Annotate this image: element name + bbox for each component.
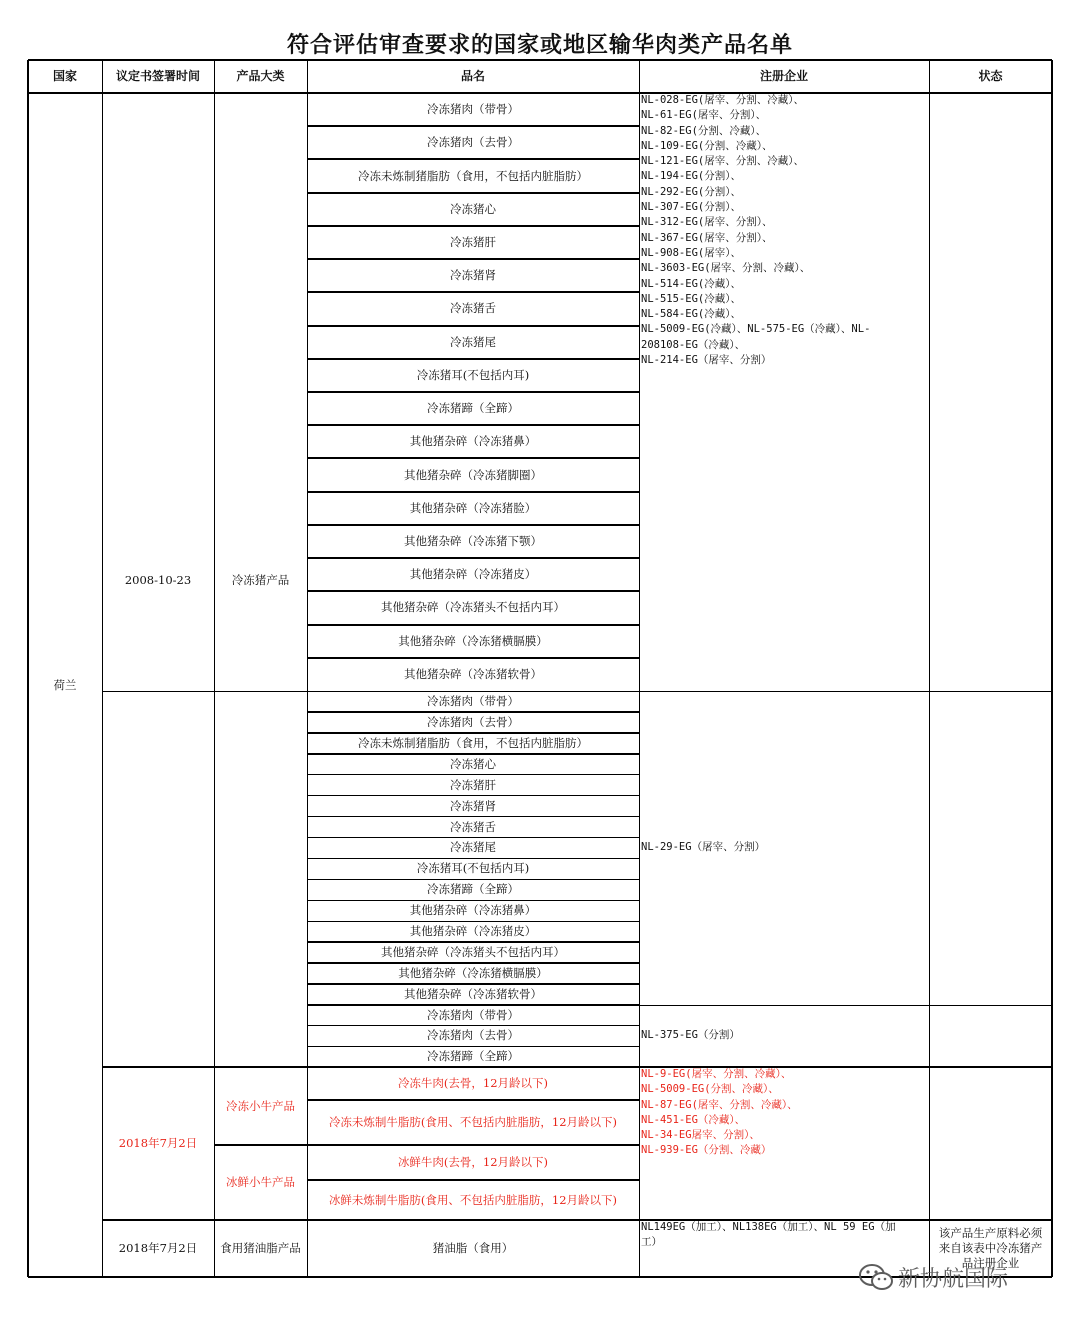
product-cell: 冷冻猪耳(不包括内耳)	[416, 861, 530, 876]
category-cell: 冰鲜小牛产品	[226, 1175, 295, 1189]
enterprise-cell-line: NL-514-EG(冷藏）、	[641, 277, 741, 290]
row-border	[307, 816, 639, 818]
header-status: 状态	[978, 69, 1003, 83]
product-cell: 冷冻猪肉（去骨）	[427, 1028, 519, 1043]
header-country: 国家	[52, 69, 77, 83]
row-border	[28, 59, 1052, 61]
product-cell: 其他猪杂碎（冷冻猪头不包括内耳）	[381, 600, 565, 615]
row-border	[307, 291, 639, 293]
product-cell: 冰鲜未炼制牛脂肪(食用、不包括内脏脂肪，12月龄以下)	[328, 1192, 618, 1207]
product-cell: 冷冻猪肾	[450, 268, 496, 283]
enterprise-cell-line: NL-312-EG(屠宰、分割）、	[641, 216, 773, 229]
product-cell: 冷冻猪心	[450, 201, 496, 216]
header-date: 议定书签署时间	[115, 69, 200, 83]
product-cell: 冷冻猪舌	[450, 819, 496, 834]
product-cell: 猪油脂（食用）	[432, 1241, 514, 1255]
enterprise-cell-line: NL-194-EG(分割）、	[641, 170, 741, 183]
column-border	[929, 60, 930, 1277]
enterprise-cell-line: 208108-EG（冷藏）、	[641, 338, 746, 351]
enterprise-cell-line: NL-9-EG(屠宰、分割、冷藏）、	[641, 1068, 792, 1080]
enterprise-cell-line: NL-5009-EG(分割、冷藏）、	[641, 1083, 779, 1096]
enterprise-cell-line: NL-121-EG(屠宰、分割、冷藏）、	[641, 155, 804, 168]
row-border	[307, 962, 639, 964]
column-border	[214, 60, 215, 1277]
column-border	[1051, 60, 1053, 1277]
row-border	[307, 225, 639, 227]
row-border	[307, 983, 639, 985]
row-border	[307, 774, 639, 776]
product-cell: 其他猪杂碎（冷冻猪鼻）	[409, 434, 537, 449]
column-border	[102, 60, 103, 1277]
page-title: 符合评估审查要求的国家或地区输华肉类产品名单	[286, 33, 793, 58]
row-border	[102, 1219, 1052, 1221]
product-cell: 冷冻猪肝	[450, 234, 496, 249]
enterprise-cell-line: 工）	[641, 1236, 662, 1249]
date-cell: 2008-10-23	[124, 572, 192, 587]
product-cell: 冷冻猪耳(不包括内耳)	[416, 367, 530, 382]
status-cell-line: 该产品生产原料必须	[938, 1226, 1043, 1240]
row-border	[307, 158, 639, 160]
product-cell: 冰鲜牛肉(去骨，12月龄以下)	[397, 1155, 549, 1169]
row-border	[639, 1005, 1052, 1006]
row-border	[307, 424, 639, 426]
product-cell: 冷冻牛肉(去骨，12月龄以下)	[397, 1076, 549, 1090]
product-cell: 其他猪杂碎（冷冻猪横膈膜）	[398, 966, 548, 981]
row-border	[214, 1144, 639, 1146]
row-border	[307, 753, 639, 755]
product-cell: 冷冻猪尾	[450, 840, 496, 855]
product-cell: 冷冻猪心	[450, 756, 496, 771]
row-border	[307, 858, 639, 860]
row-border	[307, 358, 639, 360]
status-cell-line: 品注册企业	[961, 1256, 1020, 1270]
row-border	[307, 125, 639, 127]
product-cell: 其他猪杂碎（冷冻猪横膈膜）	[398, 633, 548, 648]
enterprise-cell-line: NL-451-EG（冷藏）、	[641, 1113, 746, 1126]
enterprise-cell-line: NL-515-EG(冷藏）、	[641, 292, 741, 305]
enterprise-cell-line: NL-307-EG(分割）、	[641, 201, 741, 214]
row-border	[307, 1004, 639, 1006]
enterprise-cell	[639, 1067, 929, 1220]
enterprise-cell-line: NL-908-EG(屠宰）、	[641, 246, 741, 259]
enterprise-cell-line: NL-028-EG(屠宰、分割、冷藏）、	[641, 94, 804, 106]
product-cell: 其他猪杂碎（冷冻猪皮）	[409, 567, 537, 582]
row-border	[307, 524, 639, 526]
column-border	[639, 60, 640, 1277]
product-cell: 其他猪杂碎（冷冻猪皮）	[409, 924, 537, 939]
enterprise-cell: NL-375-EG（分割）	[641, 1029, 740, 1042]
enterprise-cell-line: NL-5009-EG(冷藏）、NL-575-EG（冷藏）、NL-	[641, 323, 871, 336]
row-border	[307, 1025, 639, 1027]
row-border	[307, 921, 639, 923]
product-cell: 冷冻猪肉（去骨）	[427, 714, 519, 729]
product-cell: 冷冻猪蹄（全蹄）	[427, 882, 519, 897]
product-cell: 其他猪杂碎（冷冻猪下颚）	[404, 533, 542, 548]
product-cell: 冷冻未炼制猪脂肪（食用，不包括内脏脂肪）	[358, 735, 588, 750]
row-border	[307, 657, 639, 659]
row-border	[307, 590, 639, 592]
enterprise-cell-line: NL-109-EG(分割、冷藏）、	[641, 139, 773, 152]
status-cell	[929, 1067, 1052, 1220]
row-border	[307, 258, 639, 260]
country-cell: 荷兰	[53, 677, 77, 692]
enterprise-cell-line: NL-87-EG(屠宰、分割、冷藏）、	[641, 1098, 798, 1111]
product-cell: 冷冻猪肉（去骨）	[427, 135, 519, 150]
watermark	[858, 1262, 1008, 1293]
product-cell: 冷冻猪肉（带骨）	[427, 102, 519, 117]
row-border	[307, 795, 639, 797]
row-border	[307, 391, 639, 393]
row-border	[307, 624, 639, 626]
product-cell: 冷冻猪肝	[450, 777, 496, 792]
row-border	[307, 732, 639, 734]
enterprise-cell-line: NL-367-EG(屠宰、分割）、	[641, 231, 773, 244]
status-cell	[929, 1005, 1052, 1067]
product-cell: 其他猪杂碎（冷冻猪头不包括内耳）	[381, 945, 565, 960]
row-border	[307, 1099, 639, 1101]
enterprise-cell-line: NL-584-EG(冷藏）、	[641, 308, 741, 321]
product-cell: 冷冻猪舌	[450, 301, 496, 316]
product-cell: 冷冻猪蹄（全蹄）	[427, 401, 519, 416]
product-cell: 冷冻猪肾	[450, 798, 496, 813]
row-border	[307, 900, 639, 902]
row-border	[307, 941, 639, 943]
enterprise-cell-line: NL-214-EG（屠宰、分割）	[641, 354, 772, 367]
column-border	[307, 60, 308, 1277]
status-cell-line: 来自该表中冷冻猪产	[938, 1241, 1043, 1255]
category-cell: 冷冻猪产品	[231, 572, 290, 587]
row-border	[102, 691, 1052, 692]
watermark-text: 新协航国际	[898, 1267, 1009, 1292]
enterprise-cell	[639, 93, 929, 691]
row-border	[307, 325, 639, 327]
category-cell: 冷冻小牛产品	[226, 1098, 295, 1113]
enterprise-cell-line: NL-3603-EG(屠宰、分割、冷藏）、	[641, 262, 811, 275]
status-cell	[929, 93, 1052, 691]
product-cell: 冷冻猪肉（带骨）	[427, 1007, 519, 1022]
row-border	[102, 1066, 1052, 1068]
status-cell	[929, 691, 1052, 1005]
row-border	[307, 557, 639, 559]
product-cell: 冷冻未炼制牛脂肪(食用、不包括内脏脂肪，12月龄以下)	[328, 1115, 618, 1129]
row-border	[307, 457, 639, 459]
enterprise-cell: NL-29-EG（屠宰、分割）	[641, 841, 766, 854]
product-cell: 其他猪杂碎（冷冻猪鼻）	[409, 903, 537, 918]
product-cell: 冷冻未炼制猪脂肪（食用，不包括内脏脂肪）	[358, 168, 588, 183]
product-cell: 其他猪杂碎（冷冻猪脚圈）	[404, 467, 542, 482]
product-cell: 冷冻猪肉（带骨）	[427, 693, 519, 708]
header-category: 产品大类	[236, 69, 285, 83]
row-border	[307, 192, 639, 194]
product-cell: 其他猪杂碎（冷冻猪软骨）	[404, 666, 542, 681]
enterprise-cell-line: NL-292-EG(分割）、	[641, 185, 741, 198]
enterprise-cell-line: NL-61-EG(屠宰、分割）、	[641, 109, 767, 122]
product-cell: 其他猪杂碎（冷冻猪脸）	[409, 500, 537, 515]
column-border	[27, 60, 29, 1277]
product-cell: 冷冻猪尾	[450, 334, 496, 349]
row-border	[307, 1046, 639, 1048]
row-border	[307, 711, 639, 713]
row-border	[307, 879, 639, 881]
wechat-icon	[858, 1263, 894, 1293]
header-product: 品名	[460, 69, 485, 83]
enterprise-cell-line: NL-34-EG屠宰、分割）、	[641, 1129, 760, 1142]
category-cell: 食用猪油脂产品	[220, 1241, 301, 1255]
date-cell: 2018年7月2日	[118, 1241, 198, 1255]
row-border	[28, 92, 1052, 94]
product-cell: 其他猪杂碎（冷冻猪软骨）	[404, 987, 542, 1002]
row-border	[307, 837, 639, 839]
enterprise-cell-line: NL-939-EG（分割、冷藏）	[641, 1144, 772, 1157]
date-cell: 2018年7月2日	[118, 1136, 198, 1150]
enterprise-cell-line: NL149EG（加工）、NL138EG（加工）、NL 59 EG（加	[641, 1221, 896, 1233]
header-enterprise: 注册企业	[759, 69, 808, 83]
row-border	[307, 1179, 639, 1181]
row-border	[307, 491, 639, 493]
product-cell: 冷冻猪蹄（全蹄）	[427, 1049, 519, 1064]
enterprise-cell-line: NL-82-EG(分割、冷藏）、	[641, 124, 767, 137]
